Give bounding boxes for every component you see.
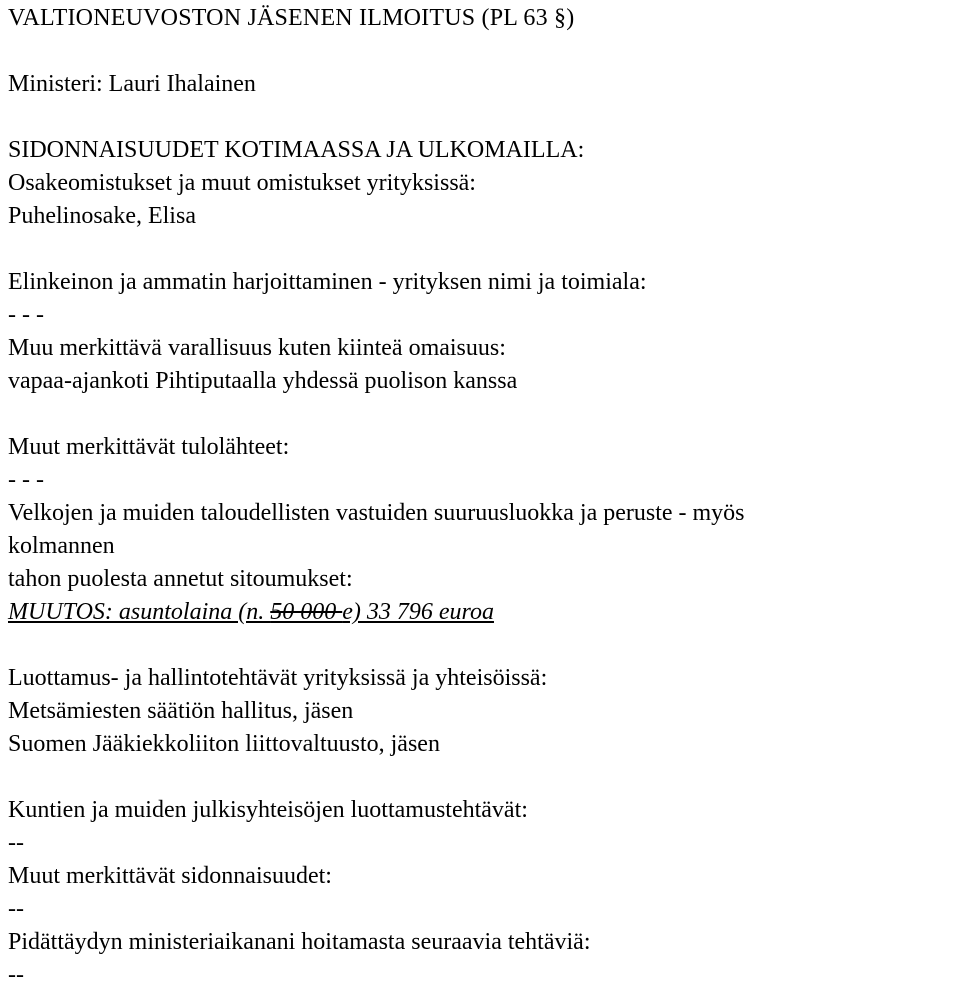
document-title: VALTIONEUVOSTON JÄSENEN ILMOITUS (PL 63 §)	[8, 5, 575, 31]
trust-label: Luottamus- ja hallintotehtävät yrityksissä ja yhteisöissä:	[8, 665, 548, 691]
trust-value-1: Metsämiesten säätiön hallitus, jäsen	[8, 698, 354, 724]
other-ties-value: --	[8, 896, 24, 922]
withdrawn-value: --	[8, 962, 24, 988]
shareholdings-label: Osakeomistukset ja muut omistukset yrityksissä:	[8, 170, 476, 196]
debts-change-note	[8, 596, 958, 629]
municipal-label: Kuntien ja muiden julkisyhteisöjen luottamustehtävät:	[8, 797, 528, 823]
spacer	[8, 101, 958, 134]
withdrawn-label: Pidättäydyn ministeriaikanani hoitamasta seuraavia tehtäviä:	[8, 929, 591, 955]
assets-value: vapaa-ajankoti Pihtiputaalla yhdessä puolison kanssa	[8, 368, 518, 394]
debts-change-suffix: e) 33 796 euroa	[342, 599, 494, 625]
spacer	[8, 761, 958, 794]
debts-label-line-2: kolmannen	[8, 533, 115, 559]
spacer	[8, 629, 958, 662]
minister-name: Ministeri: Lauri Ihalainen	[8, 71, 256, 97]
income-value: - - -	[8, 467, 44, 493]
debts-change-prefix: MUUTOS: asuntolaina (n.	[8, 599, 271, 625]
shareholdings-value: Puhelinosake, Elisa	[8, 203, 196, 229]
debts-change-old-amount: 50 000	[270, 599, 343, 625]
spacer	[8, 398, 958, 431]
income-label: Muut merkittävät tulolähteet:	[8, 434, 290, 460]
municipal-value: --	[8, 830, 24, 856]
declaration-document	[8, 2, 958, 992]
ties-heading: SIDONNAISUUDET KOTIMAASSA JA ULKOMAILLA:	[8, 137, 585, 163]
business-label: Elinkeinon ja ammatin harjoittaminen - yrityksen nimi ja toimiala:	[8, 269, 647, 295]
trust-value-2: Suomen Jääkiekkoliiton liittovaltuusto, jäsen	[8, 731, 440, 757]
spacer	[8, 35, 958, 68]
spacer	[8, 233, 958, 266]
debts-label-line-3: tahon puolesta annetut sitoumukset:	[8, 566, 353, 592]
assets-label: Muu merkittävä varallisuus kuten kiinteä omaisuus:	[8, 335, 506, 361]
business-value: - - -	[8, 302, 44, 328]
other-ties-label: Muut merkittävät sidonnaisuudet:	[8, 863, 332, 889]
debts-label-line-1: Velkojen ja muiden taloudellisten vastuiden suuruusluokka ja peruste - myös	[8, 500, 745, 526]
